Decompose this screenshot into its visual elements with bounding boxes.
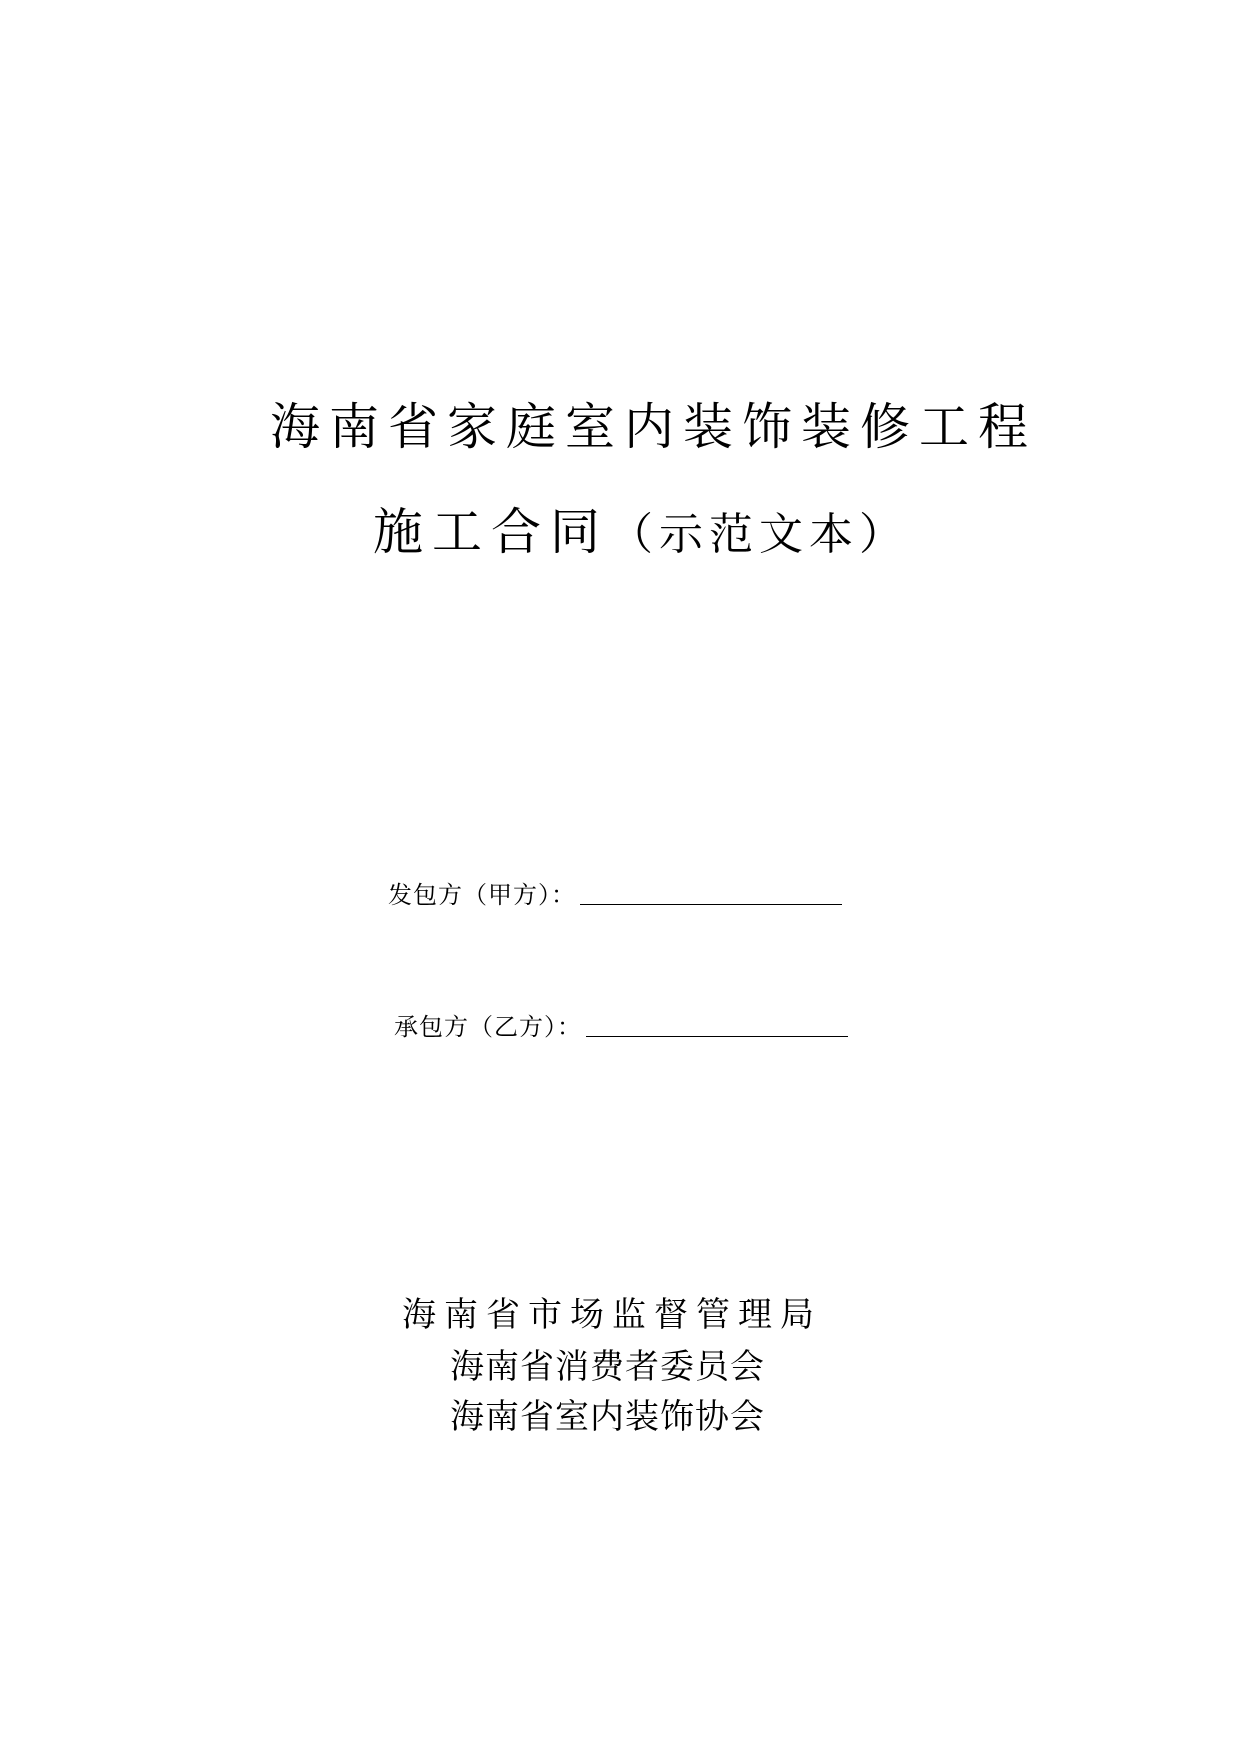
issuer-market-regulation-bureau: 海南省市场监督管理局 — [402, 1295, 822, 1335]
document-title-line-2 — [373, 503, 909, 561]
issuer-interior-decoration-association: 海南省室内装饰协会 — [450, 1397, 765, 1437]
party-b-blank-field — [586, 1036, 848, 1037]
party-a-row — [388, 883, 842, 907]
issuer-consumer-committee: 海南省消费者委员会 — [450, 1347, 765, 1387]
party-b-label: 承包方（乙方）： — [394, 1013, 582, 1041]
document-title-main: 施工合同 — [373, 503, 609, 561]
party-b-row — [394, 1015, 848, 1039]
document-title-subtitle: （示范文本） — [609, 509, 909, 560]
party-a-label: 发包方（甲方）： — [388, 881, 576, 909]
document-title-line-1: 海南省家庭室内装饰装修工程 — [270, 398, 1037, 456]
party-a-blank-field — [580, 904, 842, 905]
